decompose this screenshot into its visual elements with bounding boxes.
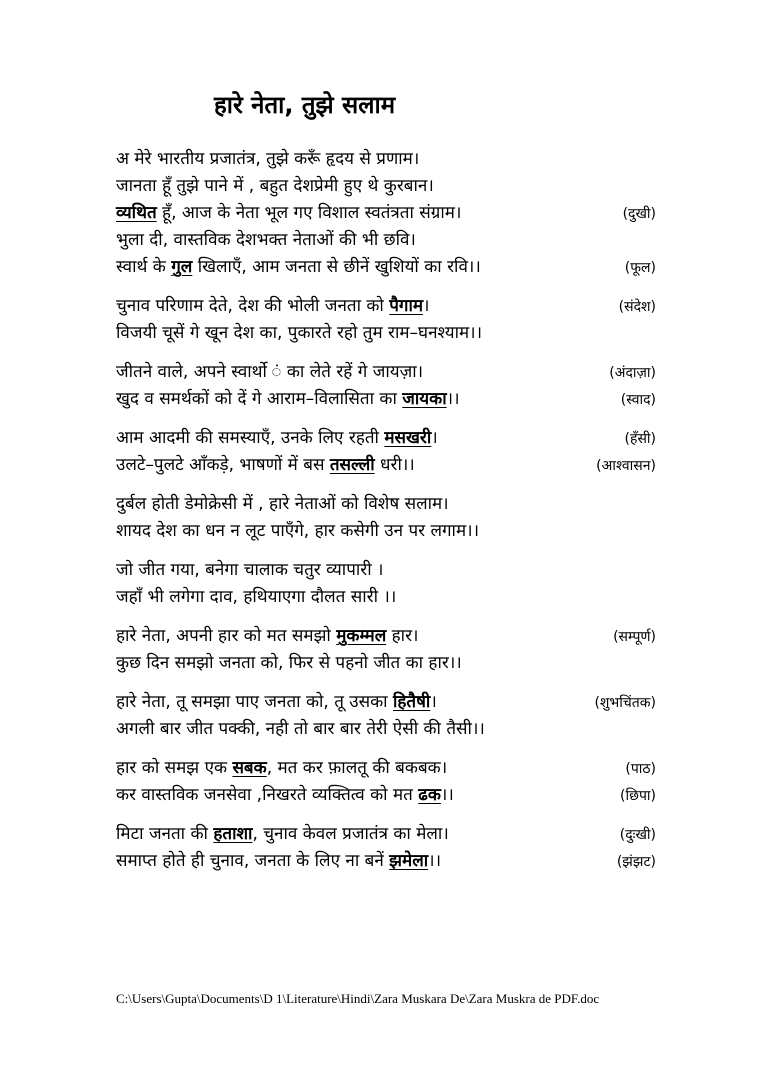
highlighted-word: तसल्ली [329,455,375,475]
line-text [116,359,423,386]
stanza [116,557,656,611]
line-text [116,491,449,518]
stanza [116,146,656,281]
line-text [116,623,418,650]
line-text [116,848,441,875]
line-text-end: हार। [386,626,419,646]
stanza [116,293,656,347]
line-text [116,755,447,782]
stanza [116,359,656,413]
highlighted-word: पैगाम [389,296,424,316]
line-text-start: हार को समझ एक [116,758,233,778]
highlighted-word: हताशा [213,824,253,844]
line-text-start: जीतने वाले, अपने स्वार्थो ं का लेते रहें गे जायज़ा। [116,362,424,382]
stanza [116,755,656,809]
poem-line [116,146,656,173]
line-text [116,293,430,320]
line-text [116,650,462,677]
line-text-start: अ मेरे भारतीय प्रजातंत्र, तुझे करूँ हृदय से प्रणाम। [116,149,420,169]
line-text-start: अगली बार जीत पक्की, नही तो बार बार तेरी ऐसी की तैसी।। [116,719,485,739]
word-meaning-gloss: (दुखी) [622,206,656,222]
line-text-start: स्वार्थ के [116,257,172,277]
poem-line [116,821,656,848]
word-meaning-gloss: (पाठ) [625,761,656,777]
line-text [116,518,479,545]
line-text [116,386,460,413]
highlighted-word: ढक [418,785,441,805]
line-text-start: शायद देश का धन न लूट पाएँगे, हार कसेगी उन पर लगाम।। [116,521,480,541]
stanza [116,821,656,875]
highlighted-word: सबक [232,758,267,778]
line-text-start: खुद व समर्थकों को दें गे आराम–विलासिता का [116,389,403,409]
stanza [116,623,656,677]
poem-line [116,650,656,677]
poem-line [116,359,656,386]
line-text-end: ।। [440,785,454,805]
line-text-end: , चुनाव केवल प्रजातंत्र का मेला। [252,824,449,844]
poem-line [116,491,656,518]
line-text-start: चुनाव परिणाम देते, देश की भोली जनता को [116,296,390,316]
word-meaning-gloss: (संदेश) [618,299,656,315]
line-text-start: उलटे–पुलटे आँकड़े, भाषणों में बस [116,455,330,475]
poem-body [116,146,656,887]
line-text-start: भुला दी, वास्तविक देशभक्त नेताओं की भी छवि। [116,230,416,250]
line-text-start: विजयी चूसें गे खून देश का, पुकारते रहो तुम राम–घनश्याम।। [116,323,483,343]
poem-line [116,782,656,809]
poem-line [116,173,656,200]
poem-line [116,716,656,743]
line-text-start: जहाँ भी लगेगा दाव, हथियाएगा दौलत सारी ।। [116,587,397,607]
line-text-end: धरी।। [374,455,415,475]
poem-line [116,623,656,650]
word-meaning-gloss: (हँसी) [624,431,656,447]
highlighted-word: गुल [171,257,193,277]
line-text [116,689,437,716]
poem-line [116,755,656,782]
poem-line [116,200,656,227]
word-meaning-gloss: (स्वाद) [620,392,656,408]
poem-line [116,848,656,875]
line-text [116,254,481,281]
word-meaning-gloss: (दुःखी) [619,827,656,843]
line-text-start: मिटा जनता की [116,824,214,844]
line-text [116,821,449,848]
line-text-start: जो जीत गया, बनेगा चालाक चतुर व्यापारी । [116,560,384,580]
line-text-end: । [430,692,437,712]
poem-line [116,584,656,611]
line-text-end: खिलाएँ, आम जनता से छीनें खुशियों का रवि।। [192,257,481,277]
line-text-end: , मत कर फ़ालतू की बकबक। [266,758,448,778]
word-meaning-gloss: (झंझट) [616,854,656,870]
poem-line [116,689,656,716]
word-meaning-gloss: (अंदाज़ा) [609,365,656,381]
line-text [116,716,485,743]
line-text [116,146,419,173]
line-text-start: जानता हूँ तुझे पाने में , बहुत देशप्रेमी हुए थे कुरबान। [116,176,434,196]
highlighted-word: व्यथित [116,203,157,223]
poem-title: हारे नेता, तुझे सलाम [214,91,396,119]
line-text-start: समाप्त होते ही चुनाव, जनता के लिए ना बनें [116,851,390,871]
file-path-footer: C:\Users\Gupta\Documents\D 1\Literature\Hindi\Zara Muskara De\Zara Muskra de PDF.doc [116,991,600,1006]
line-text-start: आम आदमी की समस्याएँ, उनके लिए रहती [116,428,385,448]
line-text [116,782,454,809]
line-text-start: कर वास्तविक जनसेवा ,निखरते व्यक्तित्व को मत [116,785,419,805]
line-text-end: ।। [428,851,442,871]
line-text [116,320,482,347]
line-text [116,200,461,227]
line-text-start: हारे नेता, तू समझा पाए जनता को, तू उसका [116,692,393,712]
line-text [116,557,383,584]
line-text-start: दुर्बल होती डेमोक्रेसी में , हारे नेताओं को विशेष सलाम। [116,494,449,514]
line-text-start: हारे नेता, अपनी हार को मत समझो [116,626,337,646]
line-text [116,227,416,254]
highlighted-word: जायका [402,389,447,409]
line-text-start: कुछ दिन समझो जनता को, फिर से पहनो जीत का हार।। [116,653,462,673]
highlighted-word: हितैषी [392,692,431,712]
poem-line [116,293,656,320]
poem-line [116,425,656,452]
poem-line [116,518,656,545]
highlighted-word: मुकम्मल [336,626,387,646]
highlighted-word: मसखरी [384,428,432,448]
line-text-end: हूँ, आज के नेता भूल गए विशाल स्वतंत्रता संग्राम। [156,203,462,223]
word-meaning-gloss: (फूल) [624,260,656,276]
line-text-end: ।। [446,389,460,409]
poem-line [116,227,656,254]
highlighted-word: झमेला [389,851,429,871]
line-text-end: । [423,296,430,316]
line-text-end: । [431,428,438,448]
word-meaning-gloss: (सम्पूर्ण) [613,629,656,645]
stanza [116,425,656,479]
stanza [116,689,656,743]
word-meaning-gloss: (छिपा) [620,788,656,804]
word-meaning-gloss: (शुभचिंतक) [594,695,656,711]
poem-line [116,452,656,479]
word-meaning-gloss: (आश्वासन) [596,458,656,474]
poem-line [116,386,656,413]
line-text [116,452,415,479]
line-text [116,425,438,452]
line-text [116,173,434,200]
stanza [116,491,656,545]
poem-line [116,320,656,347]
line-text [116,584,396,611]
poem-line [116,557,656,584]
poem-line [116,254,656,281]
